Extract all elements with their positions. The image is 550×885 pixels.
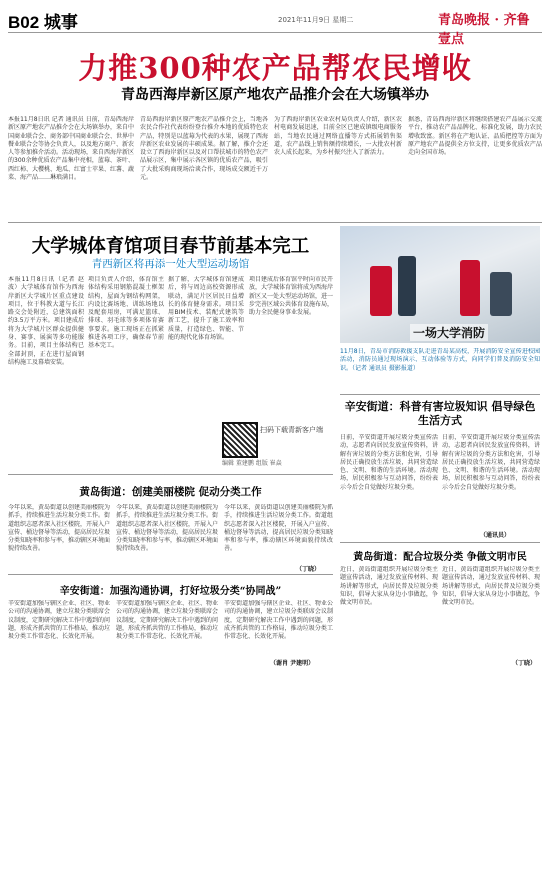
page-section: B02 城事 [8,13,78,32]
lead-column-2: 青岛西海岸新区原产地农产品推介会上，当地各农民合作社代表纷纷登台推介本地的优质特色农产品，特别是以蓝莓为代表的水果，展现了西海岸新区农业发展的丰硕成果。据了解，推介会还设立了西海岸新区以及对口帮扶城市的特色农产品展示区，集中展示各区镇的优质农产品，吸引了大批采购商现场洽谈合作，现场成交额近千万元。 [140,116,268,182]
xinan-trash-headline: 辛安街道：加强沟通协调，打好垃圾分类“协同战” [59,586,282,597]
xinan-trash-column-3: 辛安街道加强与辖区企业、社区、物业公司的沟通协调，建立垃圾分类联席会议制度，定期研究解决工作中遇到的问题，形成齐抓共管的工作格局，推动垃圾分类工作常态化、长效化开展。 [224,600,333,641]
newspaper-logo: 青岛晚报 · 齐鲁壹点 [438,13,530,47]
xinan-author: （通讯员） [480,532,511,539]
divider [8,222,542,223]
qr-code-icon[interactable] [222,422,258,458]
fire-photo-text: 11月8日，青岛市消防救援支队走进青岛某高校，开展消防安全宣传进校园活动，消防员通过现场演示、互动体验等方式，向同学们普及消防安全知识。（记者 通讯员 摄影报道） [340,348,540,372]
xinan-trash-column-2: 辛安街道加强与辖区企业、社区、物业公司的沟通协调，建立垃圾分类联席会议制度，定期研究解决工作中遇到的问题，形成齐抓共管的工作格局，推动垃圾分类工作常态化、长效化开展。 [116,600,218,641]
story2-column-1: 本报11月8日讯（记者 赵波）大学城体育馆作为西海岸新区大学城片区重点建设项目，位于科教大道与长江路交会处附近，总建筑面积约3.5万平方米。项目建成后将为大学城片区群众提供健身、赛事、展演等多功能服务。目前，项目主体结构已全部封顶，正在进行屋面钢结构施工及幕墙安装。 [8,276,84,366]
page-header [8,6,542,47]
divider [340,542,540,543]
xinan-column-2: 日前，辛安街道开展垃圾分类宣传活动，志愿者向居民发放宣传资料，讲解有害垃圾的分类方法和危害，引导居民正确投放生活垃圾，共同营造绿色、文明、和谐的生活环境。活动现场，居民积极参与互动问答，纷纷表示今后会自觉做好垃圾分类。 [442,434,540,491]
huangdao2-column-1: 近日，黄岛街道组织开展垃圾分类主题宣传活动，通过发放宣传材料、现场讲解等形式，向居民普及垃圾分类知识，倡导大家从身边小事做起，争做文明市民。 [340,566,438,607]
xinan-trash-author: （谢肖 尹建明） [270,660,315,667]
lead-headline: 力推300种农产品帮农民增收 [78,51,472,85]
huangdao-author: （丁晓） [296,566,321,573]
story2-column-3: 据了解，大学城体育馆建成后，将与周边高校资源形成联动，满足片区居民日益增长的体育健身需求。项目采用BIM技术、装配式建筑等新工艺，提升了施工效率和质量，打造绿色、智能、节能的现代化体育场馆。 [168,276,244,342]
fire-drill-photo [340,226,540,343]
divider [8,474,333,475]
huangdao2-headline: 黄岛街道：配合垃圾分类 争做文明市民 [353,552,527,563]
huangdao-column-2: 今年以来，黄岛街道以创建美丽楼院为抓手，持续推进生活垃圾分类工作。街道组织志愿者深入社区楼院，开展入户宣传、桶边督导等活动，提高居民垃圾分类知晓率和参与率，推动辖区环境面貌持续改善。 [116,504,218,553]
divider [8,574,333,575]
huangdao2-column-2: 近日，黄岛街道组织开展垃圾分类主题宣传活动，通过发放宣传材料、现场讲解等形式，向居民普及垃圾分类知识，倡导大家从身边小事做起，争做文明市民。 [442,566,540,607]
huangdao-column-1: 今年以来，黄岛街道以创建美丽楼院为抓手，持续推进生活垃圾分类工作。街道组织志愿者深入社区楼院，开展入户宣传、桶边督导等活动，提高居民垃圾分类知晓率和参与率，推动辖区环境面貌持续改善。 [8,504,110,553]
story2-column-2: 项目负责人介绍，体育馆主体结构采用钢筋混凝土框架结构，屋面为钢结构网架，内设比赛场地、训练场地以及配套用房，可满足篮球、排球、羽毛球等多项体育赛事要求。施工现场正在抓紧推进各项工序，确保春节前基本完工。 [88,276,164,350]
lead-column-1: 本报11月8日讯 记者 通讯员 日前，青岛西海岸新区原产地农产品推介会在大场镇举办，来自中国商业联合会、商务部中国商业联合会、世界中餐业联合会等协会负责人，以及地方商户、新农人等参加推介活动。活动现场，来自西海岸新区的300余种优质农产品集中亮相，蓝莓、茶叶、西红柿、大樱桃、地瓜、红富士苹果、红薯、蔬菜、海产品……琳琅满目。 [8,116,134,182]
huangdao-headline: 黄岛街道：创建美丽楼院 促动分类工作 [79,486,262,498]
xinan-headline: 辛安街道：科普有害垃圾知识 倡导绿色生活方式 [344,400,536,427]
editor-credit: 编辑 董建鹏 组版 崔焱 [222,460,282,467]
huangdao2-author: （丁晓） [512,660,537,667]
lead-column-4: 据悉，青岛西海岸新区将继续搭建农产品展示交流平台，推动农产品品牌化、标准化发展，助力农民增收致富。新区将在产地认证、品质把控等方面为原产地农产品提供全方位支持，让更多优质农产品走向全国市场。 [408,116,542,157]
story2-subheadline: 青西新区将再添一处大型运动场馆 [91,258,250,270]
lead-subheadline: 青岛西海岸新区原产地农产品推介会在大场镇举办 [121,87,429,103]
story2-headline: 大学城体育馆项目春节前基本完工 [31,236,310,257]
xinan-column-1: 日前，辛安街道开展垃圾分类宣传活动，志愿者向居民发放宣传资料，讲解有害垃圾的分类方法和危害，引导居民正确投放生活垃圾，共同营造绿色、文明、和谐的生活环境。活动现场，居民积极参与互动问答，纷纷表示今后会自觉做好垃圾分类。 [340,434,438,491]
story2-column-4: 项目建成后体育馆平时向市民开放，大学城体育馆将成为西海岸新区又一处大型运动场馆，进一步完善区域公共体育设施布局，助力全民健身事业发展。 [249,276,333,317]
photo-caption: 一场大学消防 [410,324,488,341]
lead-column-3: 为了西海岸新区农业农村局负责人介绍，新区农村电商发展迅速，目前全区已建成镇级电商服务站，当地农民通过网络直播等方式拓展销售渠道，农产品线上销售额持续增长，一大批农村新农人成长起来，为乡村振兴注入了新活力。 [274,116,402,157]
qr-caption: 扫码下载青新客户端 [260,426,323,434]
divider [340,394,540,395]
huangdao-column-3: 今年以来，黄岛街道以创建美丽楼院为抓手，持续推进生活垃圾分类工作。街道组织志愿者深入社区楼院，开展入户宣传、桶边督导等活动，提高居民垃圾分类知晓率和参与率，推动辖区环境面貌持续改善。 [224,504,333,553]
xinan-trash-column-1: 辛安街道加强与辖区企业、社区、物业公司的沟通协调，建立垃圾分类联席会议制度，定期研究解决工作中遇到的问题，形成齐抓共管的工作格局，推动垃圾分类工作常态化、长效化开展。 [8,600,110,641]
issue-date: 2021年11月9日 星期二 [278,16,354,24]
